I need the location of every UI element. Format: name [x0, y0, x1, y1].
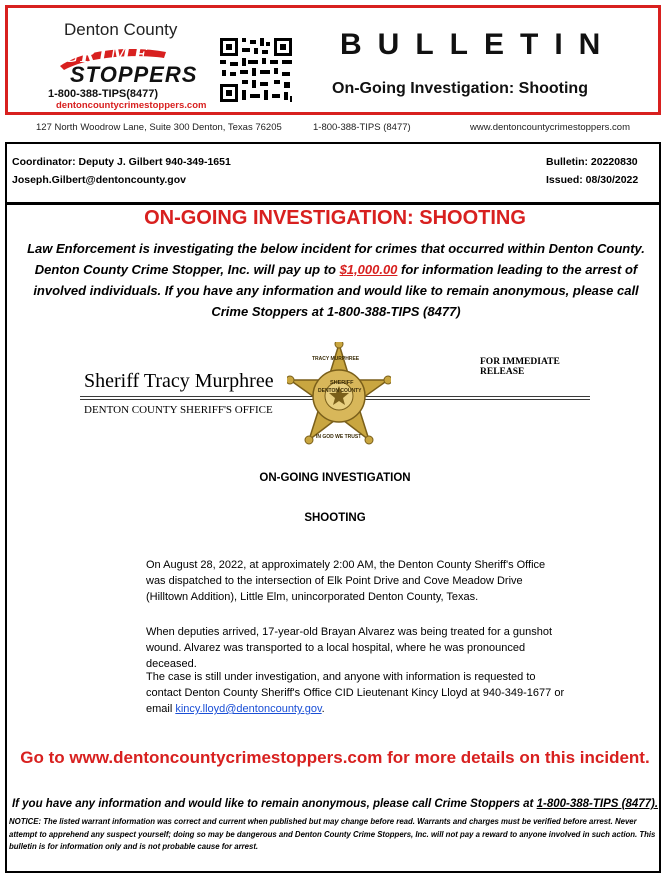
footer-call [0, 798, 670, 810]
release-subheading: SHOOTING [304, 512, 366, 524]
logo-stoppers-text: STOPPERS [70, 62, 198, 87]
logo-website: dentoncountycrimestoppers.com [56, 100, 207, 111]
sheriff-office: DENTON COUNTY SHERIFF'S OFFICE [84, 404, 273, 416]
release-paragraph-2: When deputies arrived, 17-year-old Brayan Alvarez was being treated for a gunshot wound. Alvarez was transported to a local hospital, where he was pronounced deceased. [146, 626, 553, 670]
notice-text: NOTICE: The listed warrant information was correct and current when published but may change before read. Warrants and charges must be verified before arrest. Never attempt to apprehend any suspect yourself; doing so may be dangerous and Denton County Crime Stoppers, Inc. will not pay a reward to anyone involved in such action. This bulletin is for information only and is not probable cause for arrest. [9, 817, 656, 851]
bulletin-number: Bulletin: 20220830 [546, 156, 638, 168]
logo-phone: 1-800-388-TIPS(8477) [48, 88, 159, 100]
bulletin-subtitle: On-Going Investigation: Shooting [332, 80, 588, 97]
badge-mid-text: SHERIFF [330, 380, 354, 386]
intro-text-2: for information leading to the arrest of involved individuals. If you have any information and would like to remain anonymous, please call Crime Stoppers at 1-800-388-TIPS (8477) [33, 262, 639, 319]
crime-stoppers-logo [40, 18, 207, 111]
release-heading: ON-GOING INVESTIGATION [259, 472, 411, 484]
coordinator-name: Coordinator: Deputy J. Gilbert 940-349-1651 [12, 156, 231, 168]
release-paragraph-1: On August 28, 2022, at approximately 2:00 AM, the Denton County Sheriff's Office was dispatched to the intersection of Elk Point Drive and Cove Meadow Drive (Hilltown Addition), Little Elm, unincorporated Denton County, Texas. [146, 559, 546, 603]
release-paragraph-3 [146, 669, 566, 717]
badge-top-text: TRACY MURPHREE [312, 356, 360, 362]
main-title: ON-GOING INVESTIGATION: SHOOTING [144, 207, 526, 229]
tips-phone: 1-800-388-TIPS (8477) [313, 122, 411, 133]
badge-bottom-text: IN GOD WE TRUST [316, 434, 362, 440]
website-cta[interactable]: Go to www.dentoncountycrimestoppers.com for more details on this incident. [20, 748, 650, 767]
intro-text-1: Law Enforcement is investigating the below incident for crimes that occurred within Denton County. Denton County Crime Stopper, Inc. will pay up to [27, 241, 645, 277]
coordinator-box [5, 142, 661, 204]
qr-code-icon [218, 36, 294, 104]
issued-date: Issued: 08/30/2022 [546, 174, 639, 186]
website-link[interactable]: www.dentoncountycrimestoppers.com [470, 122, 630, 133]
coordinator-email[interactable]: Joseph.Gilbert@dentoncounty.gov [12, 174, 186, 186]
footer-phone-link[interactable]: 1-800-388-TIPS (8477). [536, 798, 659, 810]
for-immediate-release: FOR IMMEDIATE RELEASE [480, 357, 560, 377]
logo-crime-text: CRIME [62, 42, 151, 68]
footer-call-text: If you have any information and would like to remain anonymous, please call Crime Stoppers at [11, 798, 537, 810]
reward-amount: $1,000.00 [339, 262, 398, 277]
logo-county-text: Denton County [64, 20, 178, 39]
sheriff-name: Sheriff Tracy Murphree [84, 370, 274, 392]
badge-county-text: DENTON COUNTY [318, 388, 362, 394]
office-address: 127 North Woodrow Lane, Suite 300 Denton, Texas 76205 [36, 122, 282, 133]
intro-paragraph [16, 238, 656, 322]
paragraph-3-end: . [321, 703, 325, 715]
paragraph-3-text: The case is still under investigation, and anyone with information is requested to contact Denton County Sheriff's Office CID Lieutenant Kincy Lloyd at 940-349-1677 or email [146, 671, 565, 715]
bulletin-title: BULLETIN [340, 28, 617, 61]
email-link[interactable]: kincy.lloyd@dentoncounty.gov [175, 703, 322, 715]
